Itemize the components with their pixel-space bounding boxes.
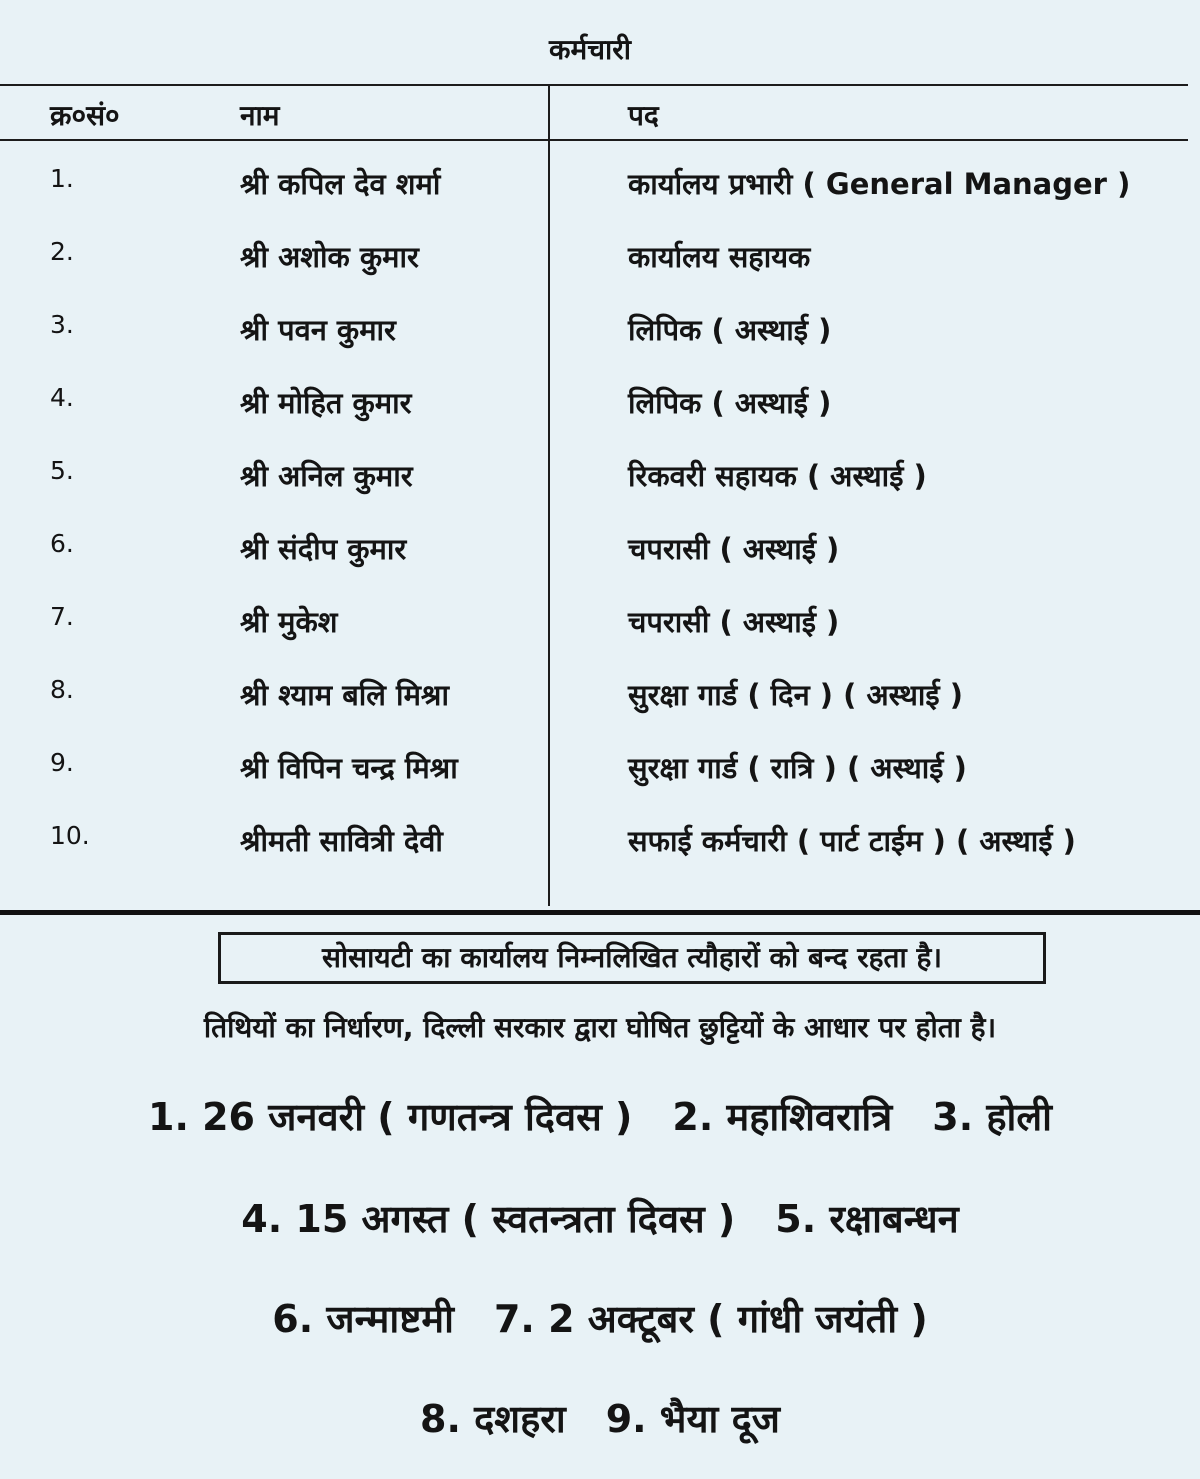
post-cell: कार्यालय प्रभारी ( General Manager ) xyxy=(628,167,1131,201)
festival-item: 1. 26 जनवरी ( गणतन्त्र दिवस ) xyxy=(148,1095,633,1139)
festival-item: 4. 15 अगस्त ( स्वतन्त्रता दिवस ) xyxy=(241,1197,736,1241)
table-row xyxy=(0,588,1200,661)
post-cell: चपरासी ( अस्थाई ) xyxy=(628,605,840,639)
festival-item: 2. महाशिवरात्रि xyxy=(672,1095,893,1139)
post-cell: कार्यालय सहायक xyxy=(628,240,811,274)
name-cell: श्री मोहित कुमार xyxy=(240,386,412,420)
serial-cell: 3. xyxy=(50,310,74,339)
header-rule xyxy=(0,139,1188,141)
festival-item: 6. जन्माष्टमी xyxy=(272,1297,454,1341)
page-title: कर्मचारी xyxy=(549,33,631,66)
name-cell: श्री अनिल कुमार xyxy=(240,459,413,493)
festival-line xyxy=(0,1192,1200,1244)
serial-cell: 8. xyxy=(50,675,74,704)
festival-item: 9. भैया दूज xyxy=(605,1397,780,1441)
table-row xyxy=(0,515,1200,588)
serial-cell: 6. xyxy=(50,529,74,558)
header-serial: क्र०सं० xyxy=(50,99,120,132)
table-row xyxy=(0,807,1200,880)
name-cell: श्रीमती सावित्री देवी xyxy=(240,824,443,858)
serial-cell: 1. xyxy=(50,164,74,193)
serial-cell: 5. xyxy=(50,456,74,485)
post-cell: सुरक्षा गार्ड ( रात्रि ) ( अस्थाई ) xyxy=(628,751,967,785)
name-cell: श्री श्याम बलि मिश्रा xyxy=(240,678,449,712)
post-cell: सुरक्षा गार्ड ( दिन ) ( अस्थाई ) xyxy=(628,678,963,712)
serial-cell: 9. xyxy=(50,748,74,777)
post-cell: लिपिक ( अस्थाई ) xyxy=(628,386,832,420)
festival-line xyxy=(0,1090,1200,1142)
post-cell: सफाई कर्मचारी ( पार्ट टाईम ) ( अस्थाई ) xyxy=(628,824,1076,858)
festival-item: 3. होली xyxy=(932,1095,1052,1139)
name-cell: श्री विपिन चन्द्र मिश्रा xyxy=(240,751,458,785)
header-post: पद xyxy=(628,99,659,132)
serial-cell: 4. xyxy=(50,383,74,412)
festival-item: 7. 2 अक्टूबर ( गांधी जयंती ) xyxy=(493,1297,928,1341)
post-cell: चपरासी ( अस्थाई ) xyxy=(628,532,840,566)
table-row xyxy=(0,661,1200,734)
festival-item: 5. रक्षाबन्धन xyxy=(775,1197,959,1241)
table-top-rule xyxy=(0,84,1188,86)
table-row xyxy=(0,734,1200,807)
table-row xyxy=(0,223,1200,296)
staff-table xyxy=(0,150,1200,880)
name-cell: श्री संदीप कुमार xyxy=(240,532,407,566)
name-cell: श्री मुकेश xyxy=(240,605,338,639)
name-cell: श्री पवन कुमार xyxy=(240,313,396,347)
table-row xyxy=(0,369,1200,442)
name-cell: श्री कपिल देव शर्मा xyxy=(240,167,441,201)
header-name: नाम xyxy=(240,99,280,132)
table-row xyxy=(0,442,1200,515)
serial-cell: 2. xyxy=(50,237,74,266)
serial-cell: 10. xyxy=(50,821,90,850)
serial-cell: 7. xyxy=(50,602,74,631)
dates-note: तिथियों का निर्धारण, दिल्ली सरकार द्वारा घोषित छुट्टियों के आधार पर होता है। xyxy=(203,1011,997,1044)
festival-item: 8. दशहरा xyxy=(420,1397,566,1441)
festival-line xyxy=(0,1392,1200,1444)
table-row xyxy=(0,150,1200,223)
post-cell: रिकवरी सहायक ( अस्थाई ) xyxy=(628,459,927,493)
festival-line xyxy=(0,1292,1200,1344)
section-divider xyxy=(0,910,1200,915)
table-row xyxy=(0,296,1200,369)
post-cell: लिपिक ( अस्थाई ) xyxy=(628,313,832,347)
office-closed-notice: सोसायटी का कार्यालय निम्नलिखित त्यौहारों को बन्द रहता है। xyxy=(218,932,1046,984)
name-cell: श्री अशोक कुमार xyxy=(240,240,419,274)
